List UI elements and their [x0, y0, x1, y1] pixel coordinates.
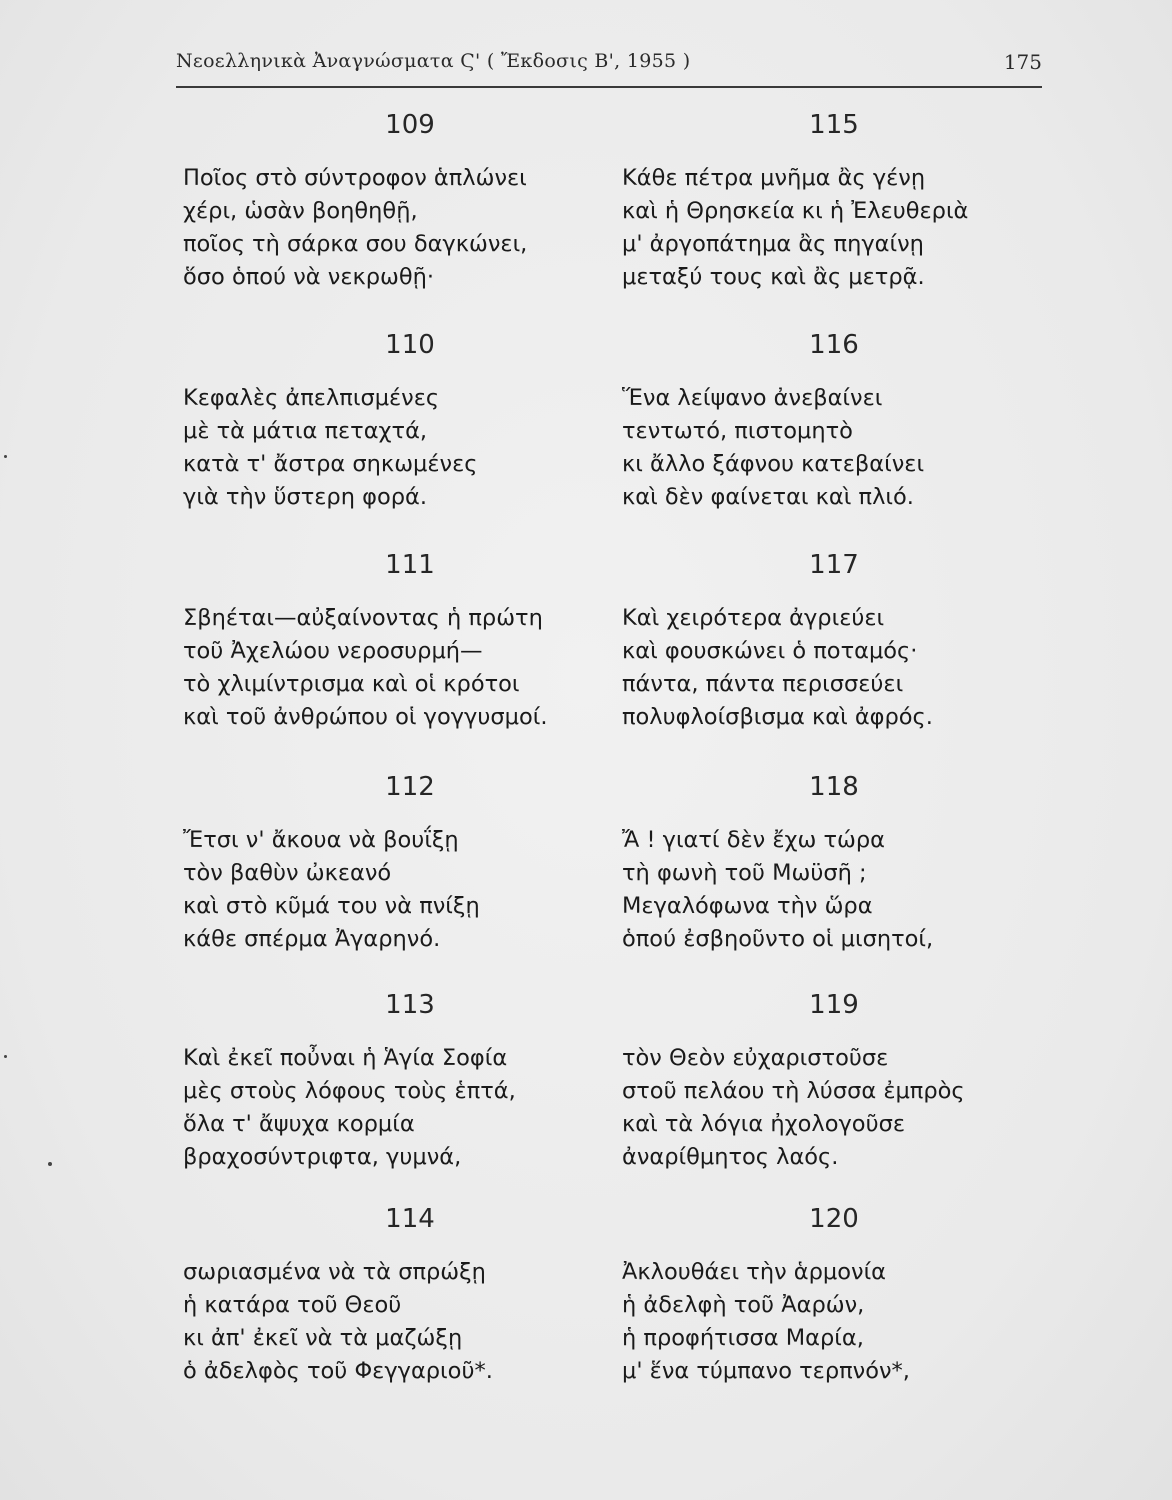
stanza-number: 119	[809, 990, 859, 1020]
verse-line: Μεγαλόφωνα τὴν ὥρα	[622, 893, 873, 919]
page-number: 175	[1003, 50, 1042, 74]
stanza-number: 112	[385, 772, 435, 802]
ink-speck	[4, 1055, 7, 1058]
verse-line: στοῦ πελάου τὴ λύσσα ἐμπρὸς	[622, 1078, 965, 1104]
verse-line: Σβηέται—αὐξαίνοντας ἡ πρώτη	[183, 605, 543, 631]
verse-line: καὶ δὲν φαίνεται καὶ πλιό.	[622, 484, 914, 510]
verse-line: κι ἄλλο ξάφνου κατεβαίνει	[622, 451, 925, 477]
verse-line: καὶ φουσκώνει ὁ ποταμός·	[622, 638, 918, 664]
verse-line: ὁ ἀδελφὸς τοῦ Φεγγαριοῦ*.	[183, 1358, 493, 1384]
verse-line: Ἔτσι ν' ἄκουα νὰ βουΐξῃ	[183, 827, 459, 853]
stanza-number: 115	[809, 110, 859, 140]
running-header	[176, 46, 1042, 88]
verse-line: ἡ προφήτισσα Μαρία,	[622, 1325, 864, 1351]
stanza-number: 110	[385, 330, 435, 360]
verse-line: τὴ φωνὴ τοῦ Μωϋσῆ ;	[622, 860, 867, 886]
verse-line: μ' ἀργοπάτημα ἂς πηγαίνῃ	[622, 231, 924, 257]
book-title: Νεοελληνικὰ Ἀναγνώσματα Ϛ' ( Ἔκδοσις Β', 1955 )	[176, 50, 691, 72]
verse-line: καὶ ἡ Θρησκεία κι ἡ Ἐλευθεριὰ	[622, 198, 969, 224]
verse-line: Ποῖος στὸ σύντροφον ἁπλώνει	[183, 165, 527, 191]
verse-line: τὸν βαθὺν ὠκεανό	[183, 860, 392, 886]
verse-line: χέρι, ὡσὰν βοηθηθῇ,	[183, 198, 418, 224]
verse-line: Ἕνα λείψανο ἀνεβαίνει	[622, 385, 883, 411]
verse-line: ἡ ἀδελφὴ τοῦ Ἀαρών,	[622, 1292, 865, 1318]
verse-line: καὶ τοῦ ἀνθρώπου οἱ γογγυσμοί.	[183, 704, 548, 730]
verse-line: πάντα, πάντα περισσεύει	[622, 671, 904, 697]
verse-line: καὶ στὸ κῦμά του νὰ πνίξῃ	[183, 893, 480, 919]
stanza-number: 114	[385, 1204, 435, 1234]
verse-line: μ' ἕνα τύμπανο τερπνόν*,	[622, 1358, 910, 1384]
verse-line: ἀναρίθμητος λαός.	[622, 1144, 839, 1170]
verse-line: τὸ χλιμίντρισμα καὶ οἱ κρότοι	[183, 671, 520, 697]
verse-line: κατὰ τ' ἄστρα σηκωμένες	[183, 451, 478, 477]
verse-line: Ἄ ! γιατί δὲν ἔχω τώρα	[622, 827, 886, 853]
verse-line: τοῦ Ἀχελώου νεροσυρμή—	[183, 638, 483, 664]
verse-line: πολυφλοίσβισμα καὶ ἀφρός.	[622, 704, 933, 730]
ink-speck	[4, 455, 7, 458]
verse-line: καὶ τὰ λόγια ἠχολογοῦσε	[622, 1111, 906, 1137]
stanza-number: 109	[385, 110, 435, 140]
verse-line: ποῖος τὴ σάρκα σου δαγκώνει,	[183, 231, 528, 257]
verse-line: τὸν Θεὸν εὐχαριστοῦσε	[622, 1045, 889, 1071]
verse-line: κάθε σπέρμα Ἀγαρηνό.	[183, 926, 441, 952]
stanza-number: 113	[385, 990, 435, 1020]
verse-line: κι ἀπ' ἐκεῖ νὰ τὰ μαζώξῃ	[183, 1325, 463, 1351]
ink-speck	[48, 1162, 52, 1166]
verse-line: βραχοσύντριφτα, γυμνά,	[183, 1144, 462, 1170]
verse-line: ἡ κατάρα τοῦ Θεοῦ	[183, 1292, 402, 1318]
stanza-number: 111	[385, 550, 435, 580]
verse-line: σωριασμένα νὰ τὰ σπρώξῃ	[183, 1259, 486, 1285]
verse-line: Ἀκλουθάει τὴν ἁρμονία	[622, 1259, 887, 1285]
verse-line: Κάθε πέτρα μνῆμα ἂς γένῃ	[622, 165, 926, 191]
verse-line: Κεφαλὲς ἀπελπισμένες	[183, 385, 440, 411]
verse-line: ὁπού ἐσβηοῦντο οἱ μισητοί,	[622, 926, 934, 952]
verse-line: ὅσο ὁπού νὰ νεκρωθῇ·	[183, 264, 435, 290]
verse-line: τεντωτό, πιστομητὸ	[622, 418, 853, 444]
stanza-number: 118	[809, 772, 859, 802]
verse-line: μὲς στοὺς λόφους τοὺς ἑπτά,	[183, 1078, 516, 1104]
verse-line: μὲ τὰ μάτια πεταχτά,	[183, 418, 428, 444]
verse-line: ὅλα τ' ἄψυχα κορμία	[183, 1111, 415, 1137]
verse-line: μεταξύ τους καὶ ἂς μετρᾷ.	[622, 264, 925, 290]
verse-line: γιὰ τὴν ὕστερη φορά.	[183, 484, 427, 510]
verse-line: Καὶ ἐκεῖ ποὖναι ἡ Ἁγία Σοφία	[183, 1045, 508, 1071]
stanza-number: 117	[809, 550, 859, 580]
stanza-number: 120	[809, 1204, 859, 1234]
stanza-number: 116	[809, 330, 859, 360]
verse-line: Καὶ χειρότερα ἀγριεύει	[622, 605, 885, 631]
